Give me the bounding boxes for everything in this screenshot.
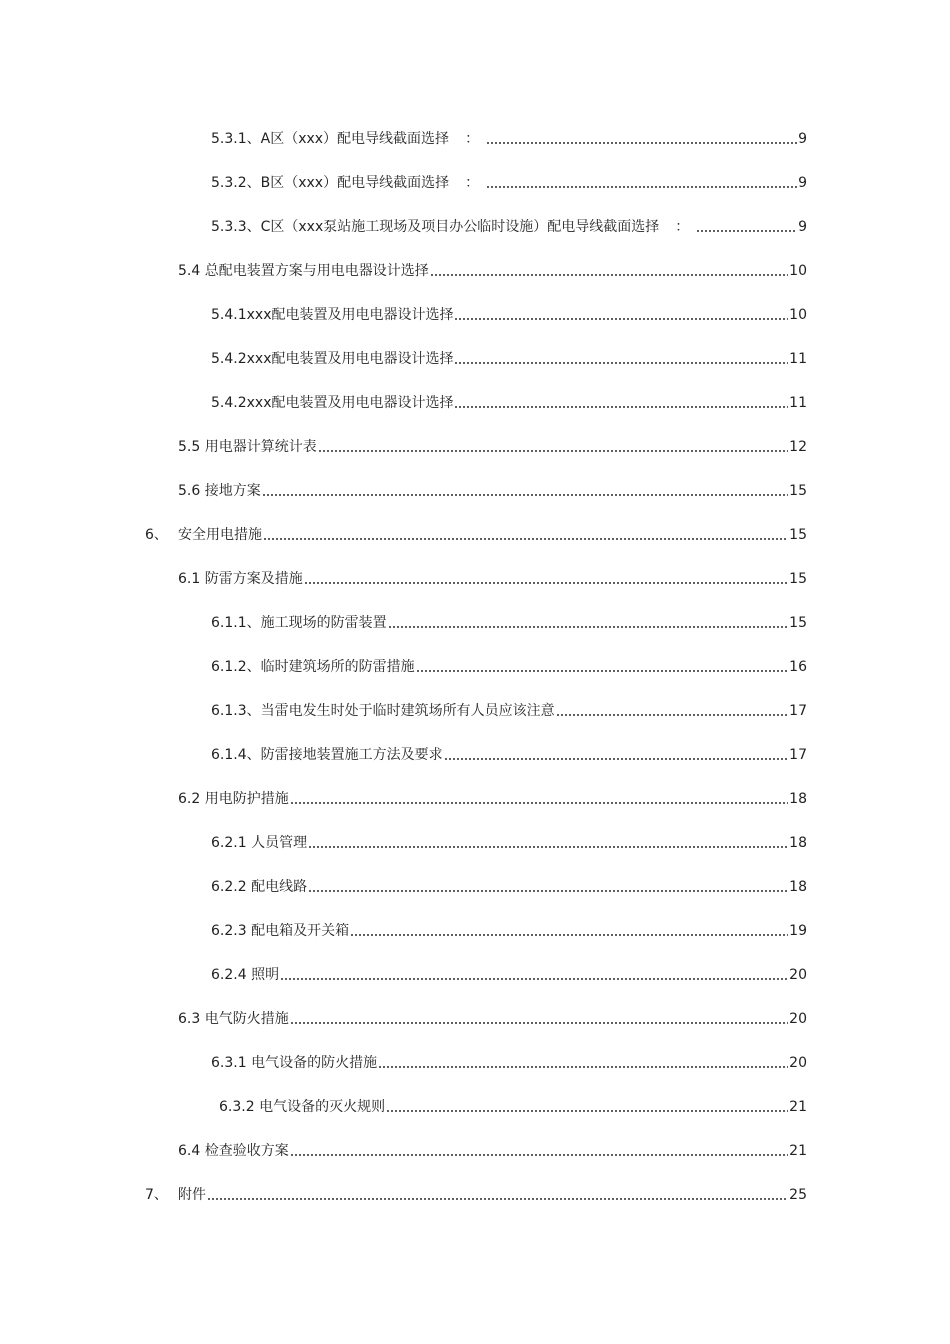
toc-entry[interactable] [145,522,807,544]
toc-entry-page: 12 [789,439,807,455]
toc-entry-title: 6.3.1 电气设备的防火措施 [211,1055,378,1071]
toc-entry[interactable] [211,390,807,412]
toc-entry-page: 20 [789,1055,807,1071]
toc-entry[interactable] [211,346,807,368]
toc-entry-title: 5.4.2xxx配电装置及用电电器设计选择 [211,395,454,411]
toc-entry[interactable] [178,478,807,500]
toc-dot-leader [280,977,788,981]
toc-entry-page: 18 [789,791,807,807]
toc-entry-page: 21 [789,1143,807,1159]
toc-dot-leader [486,141,797,145]
toc-entry-page: 9 [798,219,807,235]
toc-entry-page: 20 [789,1011,807,1027]
toc-entry[interactable] [178,434,807,456]
toc-entry-title: 6.1.4、防雷接地装置施工方法及要求 [211,747,443,763]
toc-entry-page: 9 [798,175,807,191]
toc-entry[interactable] [178,1006,807,1028]
toc-entry-title: 安全用电措施 [178,527,262,543]
toc-entry[interactable] [211,830,807,852]
toc-entry-page: 10 [789,307,807,323]
toc-dot-leader [207,1197,788,1201]
toc-entry-title: 附件 [178,1187,206,1203]
toc-dot-leader [486,185,797,189]
toc-entry-page: 15 [789,571,807,587]
toc-entry-page: 21 [789,1099,807,1115]
toc-dot-leader [308,845,788,849]
toc-entry-title: 6.4 检查验收方案 [178,1143,289,1159]
toc-entry-title: 6.3 电气防火措施 [178,1011,289,1027]
toc-dot-leader [290,1021,788,1025]
toc-entry-page: 20 [789,967,807,983]
toc-entry[interactable] [211,874,807,896]
toc-dot-leader [350,933,788,937]
toc-dot-leader [696,229,797,233]
toc-entry[interactable] [211,170,807,192]
toc-dot-leader [454,405,788,409]
toc-dot-leader [308,889,788,893]
toc-entry[interactable] [211,654,807,676]
toc-entry-page: 11 [789,351,807,367]
toc-entry[interactable] [219,1094,807,1116]
toc-entry-title: 6.1 防雷方案及措施 [178,571,303,587]
toc-entry[interactable] [145,1182,807,1204]
toc-entry[interactable] [211,126,807,148]
toc-entry[interactable] [211,962,807,984]
toc-entry-title: 5.4.2xxx配电装置及用电电器设计选择 [211,351,454,367]
toc-entry[interactable] [178,786,807,808]
toc-entry-page: 15 [789,615,807,631]
toc-entry[interactable] [178,258,807,280]
toc-entry-number: 7、 [145,1187,168,1203]
toc-entry-colon: ： [465,175,480,191]
toc-dot-leader [290,801,788,805]
toc-entry-title: 6.3.2 电气设备的灭火规则 [219,1099,386,1115]
toc-dot-leader [416,669,789,673]
toc-entry-page: 15 [789,483,807,499]
toc-entry-page: 9 [798,131,807,147]
toc-entry-colon: ： [675,219,690,235]
toc-entry-page: 15 [789,527,807,543]
toc-entry-title: 6.2.1 人员管理 [211,835,308,851]
toc-dot-leader [378,1065,788,1069]
toc-entry-title: 5.3.1、A区（xxx）配电导线截面选择 [211,131,450,147]
toc-entry-page: 19 [789,923,807,939]
toc-dot-leader [556,713,789,717]
toc-dot-leader [444,757,789,761]
toc-entry[interactable] [178,1138,807,1160]
toc-entry-title: 5.5 用电器计算统计表 [178,439,317,455]
toc-entry-title: 6.1.2、临时建筑场所的防雷措施 [211,659,415,675]
toc-entry[interactable] [211,610,807,632]
toc-entry-title: 6.1.1、施工现场的防雷装置 [211,615,387,631]
toc-dot-leader [454,317,788,321]
toc-dot-leader [304,581,788,585]
toc-dot-leader [430,273,788,277]
toc-entry-page: 10 [789,263,807,279]
toc-entry[interactable] [211,1050,807,1072]
toc-entry-page: 11 [789,395,807,411]
toc-entry-title: 6.2.3 配电箱及开关箱 [211,923,350,939]
toc-dot-leader [454,361,788,365]
toc-entry[interactable] [211,698,807,720]
toc-entry-title: 6.2.2 配电线路 [211,879,308,895]
toc-entry-colon: ： [465,131,480,147]
toc-dot-leader [318,449,788,453]
toc-entry[interactable] [211,918,807,940]
toc-entry[interactable] [211,302,807,324]
toc-dot-leader [290,1153,788,1157]
toc-entry-title: 5.6 接地方案 [178,483,261,499]
toc-entry-title: 6.2.4 照明 [211,967,280,983]
toc-dot-leader [262,493,788,497]
toc-entry-page: 18 [789,835,807,851]
toc-entry-page: 25 [789,1187,807,1203]
toc-dot-leader [263,537,788,541]
toc-entry[interactable] [178,566,807,588]
toc-entry-page: 18 [789,879,807,895]
toc-entry-number: 6、 [145,527,168,543]
toc-entry-title: 5.4 总配电装置方案与用电电器设计选择 [178,263,429,279]
toc-entry-title: 5.3.3、C区（xxx泵站施工现场及项目办公临时设施）配电导线截面选择 [211,219,660,235]
toc-entry-page: 17 [789,703,807,719]
toc-entry[interactable] [211,742,807,764]
toc-entry-title: 5.4.1xxx配电装置及用电电器设计选择 [211,307,454,323]
toc-entry[interactable] [211,214,807,236]
toc-entry-page: 16 [789,659,807,675]
toc-dot-leader [386,1109,788,1113]
toc-entry-title: 6.2 用电防护措施 [178,791,289,807]
toc-dot-leader [388,625,789,629]
toc-entry-title: 6.1.3、当雷电发生时处于临时建筑场所有人员应该注意 [211,703,555,719]
toc-entry-page: 17 [789,747,807,763]
toc-entry-title: 5.3.2、B区（xxx）配电导线截面选择 [211,175,450,191]
